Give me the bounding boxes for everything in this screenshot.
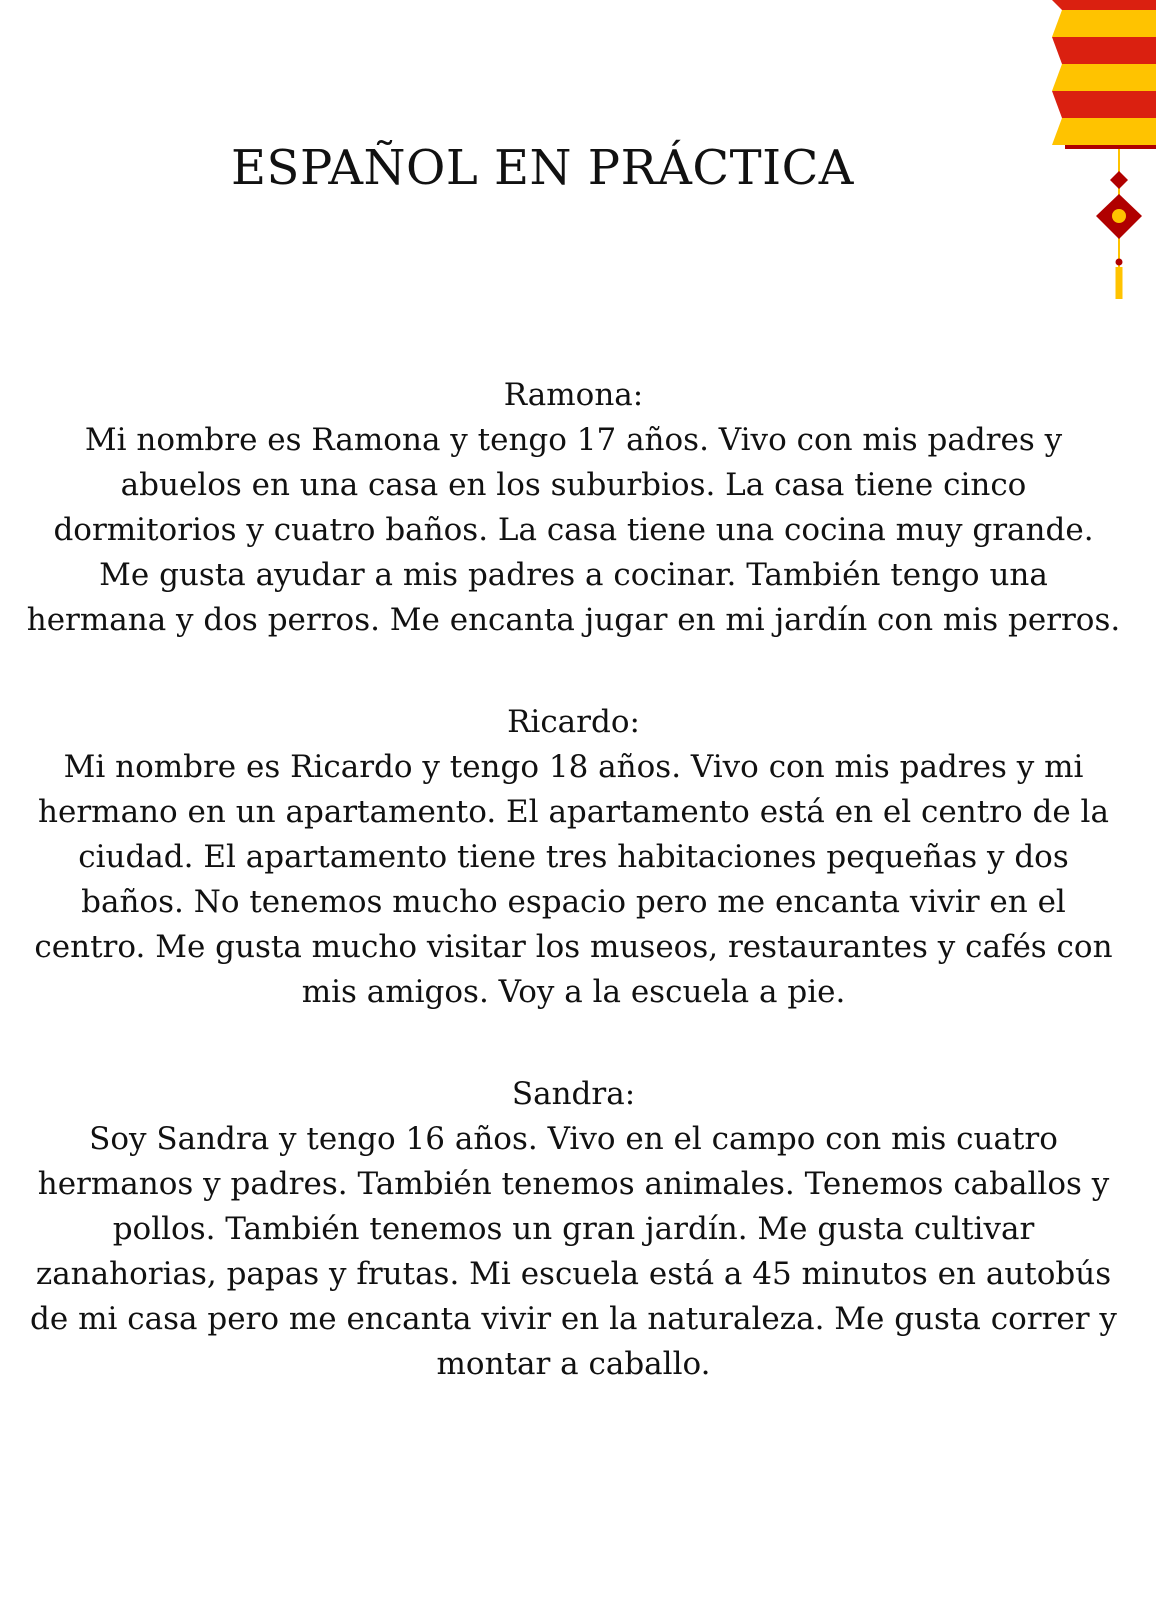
flag-banner xyxy=(1052,0,1156,149)
passage-text: Mi nombre es Ricardo y tengo 18 años. Vivo con mis padres y mi hermano en un apartamento. El apartamento está en el centro de la ciudad. El apartamento tiene tres habitaciones pequeñas y dos baños. No tenemos mucho espacio pero me encanta vivir en el centro. Me gusta mucho visitar los museos, restaurantes y cafés con mis amigos. Voy a la escuela a pie. xyxy=(34,749,1113,1010)
page-title: ESPAÑOL EN PRÁCTICA xyxy=(231,140,854,196)
passage-text: Mi nombre es Ramona y tengo 17 años. Vivo con mis padres y abuelos en una casa en los suburbios. La casa tiene cinco dormitorios y cuatro baños. La casa tiene una cocina muy grande. Me gusta ayudar a mis padres a cocinar. También tengo una hermana y dos perros. Me encanta jugar en mi jardín con mis perros. xyxy=(26,422,1121,638)
hanging-ornament-icon xyxy=(1096,149,1142,299)
speaker-name: Ramona: xyxy=(503,377,644,413)
passage-ricardo xyxy=(26,700,1121,1015)
spanish-flag-banner-decoration xyxy=(1052,0,1156,310)
passage-sandra xyxy=(26,1072,1121,1387)
passage-text: Soy Sandra y tengo 16 años. Vivo en el campo con mis cuatro hermanos y padres. También tenemos animales. Tenemos caballos y pollos. También tenemos un gran jardín. Me gusta cultivar zanahorias, papas y frutas. Mi escuela está a 45 minutos en autobús de mi casa pero me encanta vivir en la naturaleza. Me gusta correr y montar a caballo. xyxy=(30,1121,1117,1382)
passage-ramona xyxy=(26,373,1121,643)
speaker-name: Sandra: xyxy=(511,1076,636,1112)
speaker-name: Ricardo: xyxy=(507,704,640,740)
reading-passages xyxy=(26,373,1121,1444)
